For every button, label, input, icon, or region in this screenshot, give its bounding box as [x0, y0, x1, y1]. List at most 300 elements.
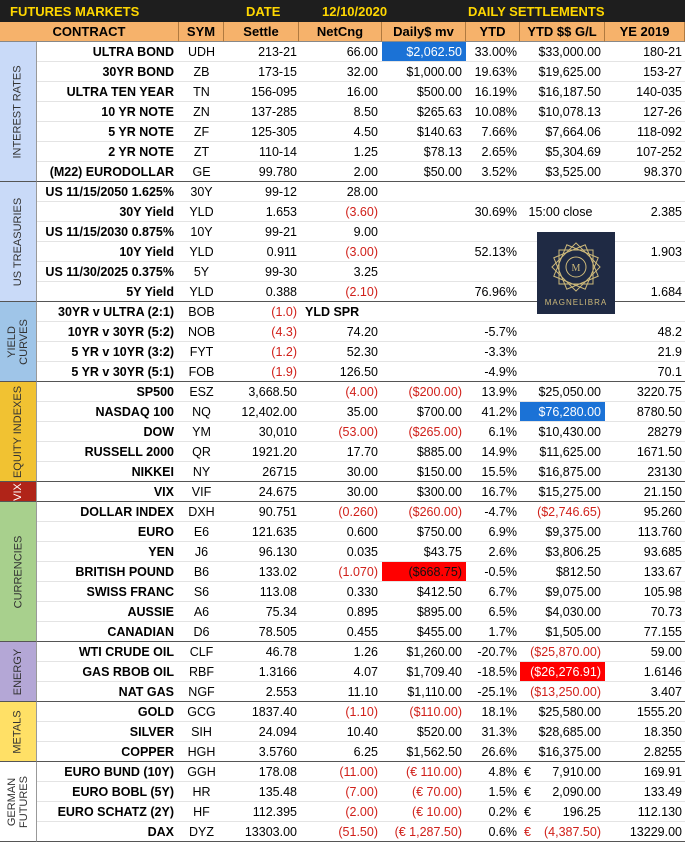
cell-sym: GGH — [187, 765, 216, 779]
cell-ytdgl: 15:00 close — [528, 205, 593, 219]
cell-ytd: -25.1% — [477, 685, 517, 699]
cell-ytd: 1.7% — [488, 625, 517, 639]
cell-contract: US 11/15/2030 0.875% — [45, 225, 174, 239]
cell-daily: ($260.00) — [408, 505, 462, 519]
cell-ye: 93.685 — [643, 545, 682, 559]
cell-contract: YEN — [148, 545, 174, 559]
cell-daily: $700.00 — [416, 405, 462, 419]
table-row — [37, 522, 685, 542]
cell-daily: (€ 1,287.50) — [394, 825, 462, 839]
cell-daily: (€ 10.00) — [411, 805, 462, 819]
cell-daily — [382, 322, 466, 341]
cell-contract: VIX — [153, 485, 174, 499]
cell-daily: $750.00 — [416, 525, 462, 539]
cell-contract: 30YR BOND — [102, 65, 174, 79]
col-header-sym: SYM — [179, 22, 224, 42]
date-label: DATE — [246, 4, 281, 19]
col-header-settle: Settle — [224, 22, 299, 42]
cell-contract: 30YR v ULTRA (2:1) — [58, 305, 174, 319]
cell-contract: DAX — [147, 825, 174, 839]
cell-netcng: (53.00) — [338, 425, 378, 439]
cell-netcng: 0.330 — [346, 585, 378, 599]
cell-ytdgl — [520, 182, 605, 201]
cell-contract: GAS RBOB OIL — [82, 665, 174, 679]
table-row — [37, 42, 685, 62]
cell-ye: 28279 — [647, 425, 682, 439]
col-header-ytdgl: YTD $$ G/L — [520, 22, 605, 42]
cell-ytd: 33.00% — [474, 45, 517, 59]
cell-daily: (€ 70.00) — [411, 785, 462, 799]
cell-netcng: 11.10 — [347, 685, 378, 699]
cell-contract: AUSSIE — [127, 605, 174, 619]
cell-sym: YLD — [189, 285, 214, 299]
cell-ytdgl: $16,187.50 — [538, 85, 601, 99]
cell-ytd: 16.19% — [474, 85, 517, 99]
cell-settle: 78.505 — [258, 625, 297, 639]
cell-settle: 99-12 — [265, 185, 297, 199]
table-row — [37, 762, 685, 782]
table-row — [37, 442, 685, 462]
cell-netcng: 0.455 — [346, 625, 378, 639]
cell-ytd — [466, 222, 520, 241]
table-row — [37, 602, 685, 622]
cell-settle: 3,668.50 — [248, 385, 297, 399]
cell-settle: 121.635 — [251, 525, 297, 539]
col-header-ye: YE 2019 — [605, 22, 685, 42]
cell-daily — [382, 202, 466, 221]
cell-netcng: 52.30 — [346, 345, 378, 359]
section-label — [0, 182, 37, 302]
section-label — [0, 502, 37, 642]
cell-sym: GCG — [187, 705, 216, 719]
cell-contract: ULTRA BOND — [92, 45, 174, 59]
cell-settle: 1837.40 — [251, 705, 297, 719]
cell-ye: 2.385 — [650, 205, 682, 219]
table-row — [37, 482, 685, 502]
cell-ytd: 30.69% — [474, 205, 517, 219]
cell-contract: 5 YR v 30YR (5:1) — [71, 365, 174, 379]
cell-ytd: -5.7% — [484, 325, 517, 339]
cell-sym: 5Y — [193, 265, 210, 279]
cell-netcng: 10.40 — [346, 725, 378, 739]
magnelibra-logo — [537, 232, 615, 314]
cell-ytd: -18.5% — [477, 665, 517, 679]
cell-sym: RBF — [189, 665, 214, 679]
cell-settle: (4.3) — [271, 325, 297, 339]
cell-netcng: 1.26 — [353, 645, 378, 659]
cell-ytdgl — [520, 802, 605, 821]
cell-settle: 0.911 — [266, 245, 297, 259]
cell-ytd: 15.5% — [481, 465, 517, 479]
cell-sym: DXH — [188, 505, 215, 519]
table-row — [37, 402, 685, 422]
table-row — [37, 562, 685, 582]
section-label-text: ENERGY — [12, 648, 24, 695]
cell-settle: 1.653 — [265, 205, 297, 219]
cell-sym: 10Y — [190, 225, 213, 239]
cell-netcng: (0.260) — [338, 505, 378, 519]
cell-sym: S6 — [193, 585, 210, 599]
cell-daily: $520.00 — [416, 725, 462, 739]
cell-ye: 107-252 — [636, 145, 682, 159]
cell-settle: 213-21 — [258, 45, 297, 59]
cell-sym: QR — [192, 445, 211, 459]
table-row — [37, 142, 685, 162]
cell-ytd: 19.63% — [474, 65, 517, 79]
cell-ytdgl: $19,625.00 — [538, 65, 601, 79]
table-row — [37, 802, 685, 822]
cell-ytdgl: $28,685.00 — [538, 725, 601, 739]
col-header-netcng: NetCng — [299, 22, 382, 42]
cell-daily: $265.63 — [416, 105, 462, 119]
cell-netcng: 32.00 — [346, 65, 378, 79]
cell-sym: FYT — [189, 345, 214, 359]
cell-ytd — [466, 182, 520, 201]
cell-ytd: 18.1% — [481, 705, 517, 719]
data-table — [37, 42, 685, 842]
cell-ytdgl: $1,505.00 — [545, 625, 601, 639]
cell-netcng: (2.00) — [345, 805, 378, 819]
cell-contract: RUSSELL 2000 — [84, 445, 174, 459]
cell-ytd: 6.1% — [488, 425, 517, 439]
cell-daily: ($265.00) — [408, 425, 462, 439]
cell-daily: $50.00 — [423, 165, 462, 179]
col-header-ytd: YTD — [466, 22, 520, 42]
euro-sign: € — [524, 825, 531, 839]
cell-ye: 140-035 — [636, 85, 682, 99]
section-label — [0, 382, 37, 482]
cell-settle: 75.34 — [265, 605, 297, 619]
cell-daily: $1,260.00 — [406, 645, 462, 659]
table-row — [37, 182, 685, 202]
cell-ye: 1.903 — [650, 245, 682, 259]
cell-netcng: 9.00 — [353, 225, 378, 239]
cell-ytdgl: $15,275.00 — [538, 485, 601, 499]
cell-settle: 24.094 — [258, 725, 297, 739]
cell-ye: 3.407 — [650, 685, 682, 699]
section-label-text: VIX — [12, 482, 24, 501]
cell-sym: YLD — [189, 205, 214, 219]
cell-ye — [605, 262, 685, 281]
table-row — [37, 782, 685, 802]
cell-netcng: 17.70 — [346, 445, 378, 459]
cell-daily — [382, 342, 466, 361]
cell-netcng: 0.035 — [346, 545, 378, 559]
cell-daily: $2,062.50 — [382, 42, 466, 61]
cell-daily: $300.00 — [416, 485, 462, 499]
logo-star-icon — [547, 238, 605, 296]
cell-ytd: 13.9% — [481, 385, 517, 399]
cell-ye: 133.67 — [643, 565, 682, 579]
cell-netcng: (7.00) — [345, 785, 378, 799]
cell-contract: BRITISH POUND — [75, 565, 174, 579]
cell-ye: 3220.75 — [636, 385, 682, 399]
section-label — [0, 762, 37, 842]
table-row — [37, 362, 685, 382]
cell-ytd: 2.6% — [488, 545, 517, 559]
table-row — [37, 682, 685, 702]
table-row — [37, 162, 685, 182]
cell-netcng: 1.25 — [353, 145, 378, 159]
cell-netcng: 16.00 — [346, 85, 378, 99]
table-row — [37, 742, 685, 762]
cell-ytd: 16.7% — [481, 485, 517, 499]
cell-ytd: -20.7% — [477, 645, 517, 659]
cell-ytdgl: $11,625.00 — [539, 445, 601, 459]
cell-sym: YLD — [189, 245, 214, 259]
cell-ye: 59.00 — [650, 645, 682, 659]
cell-contract: 5Y Yield — [126, 285, 174, 299]
cell-settle: 0.388 — [265, 285, 297, 299]
section-label-text: METALS — [12, 709, 25, 754]
cell-ytdgl: $16,875.00 — [538, 465, 601, 479]
cell-sym: GE — [192, 165, 211, 179]
cell-contract: DOLLAR INDEX — [80, 505, 174, 519]
table-row — [37, 542, 685, 562]
cell-contract: COPPER — [121, 745, 174, 759]
cell-ye: 180-21 — [643, 45, 682, 59]
cell-ye: 1555.20 — [636, 705, 682, 719]
cell-sym: HGH — [187, 745, 216, 759]
cell-ye: 1.6146 — [643, 665, 682, 679]
cell-ye: 105.98 — [643, 585, 682, 599]
cell-ytd: -4.9% — [484, 365, 517, 379]
cell-ytdgl: ($13,250.00) — [530, 685, 601, 699]
cell-daily — [382, 282, 466, 301]
col-header-contract: CONTRACT — [0, 22, 179, 42]
cell-contract: CANADIAN — [107, 625, 174, 639]
cell-contract: 30Y Yield — [119, 205, 174, 219]
cell-ye: 153-27 — [643, 65, 682, 79]
cell-netcng: (11.00) — [339, 765, 378, 779]
cell-ytdgl: $9,375.00 — [545, 525, 601, 539]
cell-daily: $1,110.00 — [407, 685, 462, 699]
cell-netcng: (3.60) — [345, 205, 378, 219]
table-row — [37, 502, 685, 522]
cell-sym: 30Y — [190, 185, 213, 199]
cell-daily: $43.75 — [423, 545, 462, 559]
euro-sign: € — [524, 805, 531, 819]
cell-sym: SIH — [191, 725, 212, 739]
cell-daily: (€ 110.00) — [405, 765, 462, 779]
cell-ytdgl: ($2,746.65) — [537, 505, 601, 519]
cell-ye: 21.150 — [643, 485, 682, 499]
cell-daily: ($200.00) — [408, 385, 462, 399]
cell-settle: 99-21 — [265, 225, 297, 239]
table-row — [37, 62, 685, 82]
cell-netcng: 30.00 — [346, 465, 378, 479]
cell-ytd: 6.7% — [488, 585, 517, 599]
cell-daily: $500.00 — [416, 85, 462, 99]
table-row — [37, 702, 685, 722]
cell-ytdgl: $7,664.06 — [545, 125, 601, 139]
cell-settle: 178.08 — [258, 765, 297, 779]
cell-sym: NY — [192, 465, 211, 479]
cell-daily — [382, 242, 466, 261]
cell-netcng: 2.00 — [353, 165, 378, 179]
cell-ytdgl: ($25,870.00) — [530, 645, 601, 659]
cell-ytd: 6.9% — [488, 525, 517, 539]
cell-ytdgl — [520, 762, 605, 781]
cell-contract: NAT GAS — [118, 685, 174, 699]
table-row — [37, 422, 685, 442]
euro-value: 2,090.00 — [552, 785, 601, 799]
cell-settle: 46.78 — [265, 645, 297, 659]
cell-daily: $1,000.00 — [406, 65, 462, 79]
cell-settle: 3.5760 — [258, 745, 297, 759]
cell-ye: 95.260 — [643, 505, 682, 519]
cell-ytd: 7.66% — [481, 125, 517, 139]
cell-sym: A6 — [193, 605, 210, 619]
cell-contract: SP500 — [136, 385, 174, 399]
cell-ytd: -3.3% — [484, 345, 517, 359]
cell-contract: EURO SCHATZ (2Y) — [57, 805, 174, 819]
cell-ye — [605, 302, 685, 321]
cell-sym: VIF — [191, 485, 212, 499]
cell-ye: 18.350 — [643, 725, 682, 739]
cell-sym: BOB — [188, 305, 215, 319]
cell-ye: 13229.00 — [629, 825, 682, 839]
cell-ytd: 0.2% — [488, 805, 517, 819]
column-header-row — [0, 22, 685, 42]
cell-settle: 12,402.00 — [241, 405, 297, 419]
cell-ytd: 26.6% — [481, 745, 517, 759]
euro-value: (4,387.50) — [544, 825, 601, 839]
cell-daily — [382, 362, 466, 381]
table-row — [37, 642, 685, 662]
cell-contract: WTI CRUDE OIL — [78, 645, 174, 659]
cell-ye: 112.130 — [637, 805, 682, 819]
cell-settle: 24.675 — [258, 485, 297, 499]
cell-netcng: (51.50) — [338, 825, 378, 839]
sheet-title: FUTURES MARKETS — [10, 4, 140, 19]
cell-netcng: YLD SPR — [305, 305, 360, 319]
cell-netcng: (3.00) — [345, 245, 378, 259]
table-row — [37, 822, 685, 842]
cell-ytd: 31.3% — [481, 725, 517, 739]
col-header-daily: Daily$ mv — [382, 22, 466, 42]
settlements-label: DAILY SETTLEMENTS — [468, 4, 605, 19]
section-label — [0, 642, 37, 702]
cell-ytdgl: $10,078.13 — [538, 105, 601, 119]
cell-netcng: 35.00 — [346, 405, 378, 419]
cell-ytd: 52.13% — [474, 245, 517, 259]
cell-ytd: 41.2% — [481, 405, 517, 419]
cell-settle: (1.0) — [271, 305, 297, 319]
cell-settle: 99-30 — [265, 265, 297, 279]
section-label — [0, 702, 37, 762]
table-row — [37, 462, 685, 482]
cell-daily: $885.00 — [416, 445, 462, 459]
svg-text:M: M — [571, 263, 581, 274]
cell-ytd: 76.96% — [474, 285, 517, 299]
cell-netcng: 6.25 — [353, 745, 378, 759]
cell-daily: $895.00 — [416, 605, 462, 619]
cell-netcng: 4.07 — [353, 665, 378, 679]
cell-ye — [605, 222, 685, 241]
cell-settle: 156-095 — [251, 85, 297, 99]
cell-sym: NGF — [188, 685, 215, 699]
section-label-text: GERMAN FUTURES — [6, 775, 30, 828]
cell-ytd: 2.65% — [481, 145, 517, 159]
cell-daily — [382, 302, 466, 321]
cell-settle: 137-285 — [251, 105, 297, 119]
cell-settle: 125-305 — [251, 125, 297, 139]
cell-settle: 99.780 — [258, 165, 297, 179]
cell-ytdgl — [520, 782, 605, 801]
cell-daily: $150.00 — [416, 465, 462, 479]
cell-ytd: 14.9% — [481, 445, 517, 459]
cell-ytd: 1.5% — [488, 785, 517, 799]
table-row — [37, 622, 685, 642]
cell-daily — [382, 182, 466, 201]
cell-contract: EURO BUND (10Y) — [64, 765, 174, 779]
cell-ye: 48.2 — [657, 325, 682, 339]
cell-ytdgl: $25,580.00 — [538, 705, 601, 719]
cell-ye: 21.9 — [657, 345, 682, 359]
table-row — [37, 722, 685, 742]
cell-contract: 5 YR NOTE — [108, 125, 174, 139]
cell-netcng: (1.10) — [345, 705, 378, 719]
cell-settle: 1921.20 — [251, 445, 297, 459]
cell-contract: EURO — [137, 525, 174, 539]
cell-ye: 1.684 — [650, 285, 682, 299]
cell-sym: NOB — [187, 325, 216, 339]
cell-settle: 13303.00 — [244, 825, 297, 839]
cell-netcng: 3.25 — [353, 265, 378, 279]
cell-settle: 173-15 — [258, 65, 297, 79]
table-row — [37, 122, 685, 142]
cell-contract: 10 YR NOTE — [101, 105, 174, 119]
cell-contract: 5 YR v 10YR (3:2) — [71, 345, 174, 359]
cell-ye: 8780.50 — [636, 405, 682, 419]
section-label-text: CURRENCIES — [12, 535, 25, 608]
cell-sym: ZB — [193, 65, 210, 79]
cell-ytdgl: $812.50 — [555, 565, 601, 579]
cell-sym: E6 — [193, 525, 210, 539]
cell-settle: 1.3166 — [258, 665, 297, 679]
section-label-text: EQUITY INDEXES — [12, 385, 25, 478]
cell-contract: ULTRA TEN YEAR — [66, 85, 174, 99]
cell-ytdgl: $3,525.00 — [545, 165, 601, 179]
section-label — [0, 302, 37, 382]
cell-contract: DOW — [143, 425, 174, 439]
cell-ytdgl — [520, 362, 605, 381]
cell-ytdgl — [520, 822, 605, 841]
cell-ye: 70.73 — [650, 605, 682, 619]
cell-settle: 135.48 — [258, 785, 297, 799]
top-bar — [0, 0, 685, 22]
cell-ytd: 4.8% — [488, 765, 517, 779]
cell-ye: 70.1 — [657, 365, 682, 379]
cell-daily: $140.63 — [416, 125, 462, 139]
cell-contract: GOLD — [137, 705, 174, 719]
cell-contract: NASDAQ 100 — [95, 405, 174, 419]
cell-ye: 118-092 — [637, 125, 682, 139]
cell-sym: HR — [192, 785, 211, 799]
cell-ye: 127-26 — [643, 105, 682, 119]
cell-netcng: 0.895 — [346, 605, 378, 619]
cell-ytd — [466, 262, 520, 281]
cell-contract: US 11/15/2050 1.625% — [45, 185, 174, 199]
cell-settle: 110-14 — [259, 145, 297, 159]
cell-sym: NQ — [192, 405, 211, 419]
cell-contract: SILVER — [129, 725, 174, 739]
cell-settle: 112.395 — [252, 805, 297, 819]
cell-daily: ($110.00) — [409, 705, 462, 719]
cell-contract: (M22) EURODOLLAR — [49, 165, 174, 179]
cell-ye: 113.760 — [637, 525, 682, 539]
